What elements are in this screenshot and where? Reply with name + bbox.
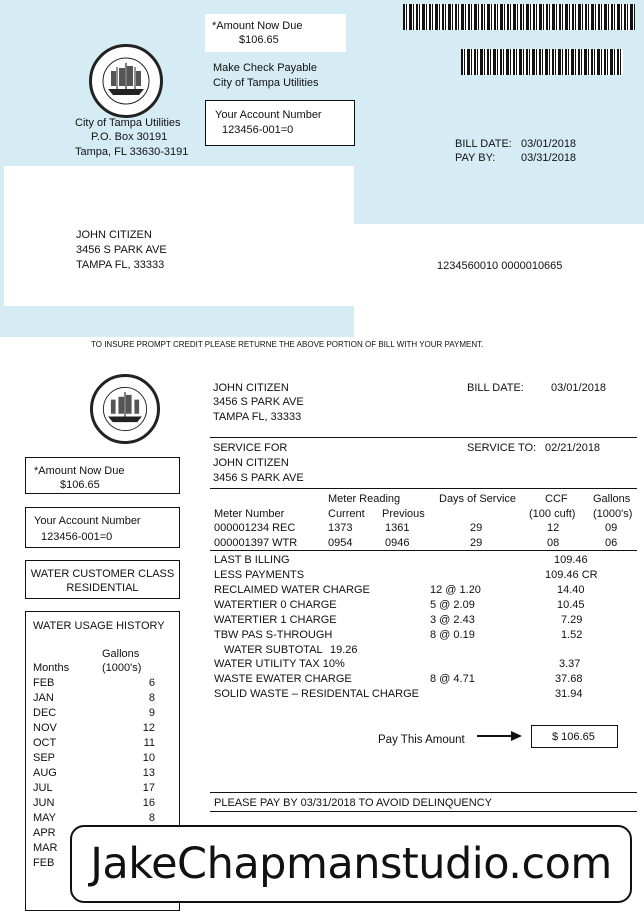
- list-item: [33, 691, 165, 706]
- account-label: Your Account Number: [34, 515, 141, 527]
- charge-label: RECLAIMED WATER CHARGE: [214, 584, 370, 596]
- meter-number: 000001234 REC: [214, 522, 296, 534]
- charge-label: WASTE EWATER CHARGE: [214, 673, 352, 685]
- customer-class-value: RESIDENTIAL: [66, 582, 139, 594]
- hdr-meter-reading: Meter Reading: [328, 493, 401, 505]
- amount-due-value: $106.65: [239, 34, 279, 46]
- history-gallons: 13: [142, 767, 155, 779]
- subtotal-row: [214, 643, 638, 658]
- hdr-previous: Previous: [382, 508, 425, 520]
- payee-text: City of Tampa Utilities: [213, 77, 319, 89]
- meter-current: 1373: [328, 522, 353, 534]
- stub-address-window: [4, 166, 354, 306]
- arrow-right-icon: [477, 729, 523, 743]
- delinquency-notice: PLEASE PAY BY 03/31/2018 TO AVOID DELINQUENCY: [214, 797, 492, 809]
- hdr-ccf-unit: (100 cuft): [529, 508, 576, 520]
- charge-row: [214, 583, 638, 598]
- charge-row: [214, 687, 638, 702]
- stub-account-box: [205, 100, 355, 146]
- history-month: DEC: [33, 707, 57, 719]
- charge-amount: 37.68: [555, 673, 583, 685]
- history-month: MAY: [33, 812, 57, 824]
- usage-history-title: WATER USAGE HISTORY: [33, 620, 165, 632]
- meter-previous: 1361: [385, 522, 410, 534]
- history-month: JAN: [33, 692, 54, 704]
- divider: [210, 488, 637, 489]
- return-instruction: TO INSURE PROMPT CREDIT PLEASE RETURNE THE ABOVE PORTION OF BILL WITH YOUR PAYMENT.: [91, 340, 484, 349]
- history-month: MAR: [33, 842, 58, 854]
- charge-label: WATERTIER 1 CHARGE: [214, 614, 337, 626]
- history-month: JUN: [33, 797, 55, 809]
- list-item: [33, 766, 165, 781]
- charge-amount: 1.52: [561, 629, 583, 641]
- list-item: [33, 676, 165, 691]
- meter-days: 29: [470, 537, 483, 549]
- meter-gallons: 09: [605, 522, 618, 534]
- history-gallons: 12: [142, 722, 155, 734]
- charge-rate: 5 @ 2.09: [430, 599, 475, 611]
- stub-amount-box: [205, 14, 346, 52]
- city-seal-bottom: [90, 374, 160, 444]
- charge-row: [214, 657, 638, 672]
- history-gallons: 8: [148, 692, 155, 704]
- charge-label: WATERTIER 0 CHARGE: [214, 599, 337, 611]
- history-gallons: 11: [143, 737, 155, 749]
- list-item: [33, 811, 165, 826]
- stub-customer-name: JOHN CITIZEN: [76, 229, 152, 241]
- stub-customer-addr1: 3456 S PARK AVE: [76, 244, 167, 256]
- charge-row: [214, 613, 638, 628]
- make-check-text: Make Check Payable: [213, 62, 317, 74]
- account-number: 123456-001=0: [41, 531, 113, 543]
- charge-amount: 14.40: [557, 584, 585, 596]
- barcode-bottom: [461, 49, 623, 75]
- history-month: APR: [33, 827, 56, 839]
- list-item: [33, 736, 165, 751]
- table-row: [214, 536, 638, 551]
- charge-amount: 3.37: [559, 658, 581, 670]
- list-item: [33, 721, 165, 736]
- history-month: NOV: [33, 722, 57, 734]
- meter-table: [214, 521, 638, 551]
- table-row: [214, 521, 638, 536]
- ship-seal-icon: [92, 47, 160, 115]
- meter-current: 0954: [328, 537, 353, 549]
- charge-label: SOLID WASTE – RESIDENTAL CHARGE: [214, 688, 419, 700]
- city-seal-top: [89, 44, 163, 118]
- history-gallons: 17: [142, 782, 155, 794]
- meter-days: 29: [470, 522, 483, 534]
- hdr-days: Days of Service: [439, 493, 517, 505]
- history-month: OCT: [33, 737, 57, 749]
- history-gallons: 9: [148, 707, 155, 719]
- list-item: [33, 706, 165, 721]
- history-gallons: 6: [148, 677, 155, 689]
- divider: [210, 792, 637, 793]
- account-number: 123456-001=0: [222, 124, 294, 136]
- charge-row: [214, 553, 638, 568]
- pay-this-amount-label: Pay This Amount: [378, 734, 465, 746]
- hdr-ccf: CCF: [545, 493, 568, 505]
- history-unit-header: (1000's): [102, 662, 142, 674]
- charge-rate: 8 @ 4.71: [430, 673, 475, 685]
- charge-row: [214, 628, 638, 643]
- charge-rate: 12 @ 1.20: [430, 584, 481, 596]
- charge-amount: 31.94: [555, 688, 583, 700]
- stub-bill-date: 03/01/2018: [521, 138, 577, 150]
- divider: [210, 437, 637, 438]
- history-month: JUL: [33, 782, 53, 794]
- subtotal-value: 19.26: [330, 644, 358, 656]
- customer-class-label: WATER CUSTOMER CLASS: [30, 568, 175, 580]
- history-gallons-header: Gallons: [102, 648, 140, 660]
- bill-addr2: TAMPA FL, 33333: [213, 411, 302, 423]
- history-gallons: 8: [148, 812, 155, 824]
- bill-name: JOHN CITIZEN: [213, 382, 289, 394]
- service-to-date: 02/21/2018: [545, 442, 601, 454]
- charge-label: TBW PAS S-THROUGH: [214, 629, 333, 641]
- account-label: Your Account Number: [215, 109, 322, 121]
- meter-ccf: 12: [547, 522, 560, 534]
- history-month: FEB: [33, 677, 55, 689]
- charges-table: [214, 553, 638, 701]
- history-month: AUG: [33, 767, 57, 779]
- pay-this-amount-value: $ 106.65: [552, 731, 595, 743]
- org-po-box: P.O. Box 30191: [91, 131, 168, 143]
- charge-rate: 8 @ 0.19: [430, 629, 475, 641]
- hdr-current: Current: [328, 508, 365, 520]
- charge-amount: 7.29: [561, 614, 583, 626]
- history-month: FEB: [33, 857, 55, 869]
- hdr-gallons: Gallons: [593, 493, 631, 505]
- history-months-header: Months: [33, 662, 70, 674]
- stub-bill-date-label: BILL DATE:: [455, 138, 512, 150]
- pay-this-amount-box: [531, 725, 618, 748]
- meter-number: 000001397 WTR: [214, 537, 298, 549]
- org-city: Tampa, FL 33630-3191: [75, 146, 189, 158]
- account-number-box: [25, 507, 180, 548]
- charge-amount: 109.46: [554, 554, 588, 566]
- history-gallons: 10: [142, 752, 155, 764]
- amount-due-box: [25, 457, 180, 494]
- stub-pay-by-label: PAY BY:: [455, 152, 496, 164]
- stub-pay-by: 03/31/2018: [521, 152, 577, 164]
- divider: [210, 811, 637, 812]
- charge-amount: 10.45: [557, 599, 585, 611]
- barcode-top: [403, 4, 635, 30]
- org-name: City of Tampa Utilities: [75, 117, 181, 129]
- charge-label: LESS PAYMENTS: [214, 569, 305, 581]
- history-month: SEP: [33, 752, 56, 764]
- subtotal-label: WATER SUBTOTAL: [224, 644, 323, 656]
- watermark-banner: JakeChapmanstudio.com: [70, 825, 632, 903]
- charge-amount: 109.46 CR: [545, 569, 598, 581]
- amount-due-value: $106.65: [60, 479, 100, 491]
- amount-due-label: *Amount Now Due: [212, 20, 303, 32]
- history-gallons: 16: [142, 797, 155, 809]
- list-item: [33, 796, 165, 811]
- bill-date: 03/01/2018: [551, 382, 607, 394]
- amount-due-label: *Amount Now Due: [34, 465, 125, 477]
- bill-date-label: BILL DATE:: [467, 382, 524, 394]
- charge-row: [214, 672, 638, 687]
- charge-rate: 3 @ 2.43: [430, 614, 475, 626]
- charge-label: WATER UTILITY TAX 10%: [214, 658, 345, 670]
- service-to-label: SERVICE TO:: [467, 442, 537, 454]
- service-addr: 3456 S PARK AVE: [213, 472, 304, 484]
- divider: [210, 550, 637, 551]
- customer-class-box: [25, 560, 180, 599]
- list-item: [33, 781, 165, 796]
- hdr-meter-number: Meter Number: [214, 508, 285, 520]
- scan-line: 1234560010 0000010665: [437, 260, 563, 272]
- meter-gallons: 06: [605, 537, 618, 549]
- bill-addr1: 3456 S PARK AVE: [213, 396, 304, 408]
- meter-previous: 0946: [385, 537, 410, 549]
- charge-label: LAST B ILLING: [214, 554, 290, 566]
- service-name: JOHN CITIZEN: [213, 457, 289, 469]
- stub-scan-window: [354, 224, 644, 337]
- charge-row: [214, 568, 638, 583]
- list-item: [33, 751, 165, 766]
- stub-customer-addr2: TAMPA FL, 33333: [76, 259, 165, 271]
- meter-ccf: 08: [547, 537, 560, 549]
- service-for-label: SERVICE FOR: [213, 442, 288, 454]
- hdr-gallons-unit: (1000's): [593, 508, 633, 520]
- charge-row: [214, 598, 638, 613]
- ship-seal-icon: [93, 377, 157, 441]
